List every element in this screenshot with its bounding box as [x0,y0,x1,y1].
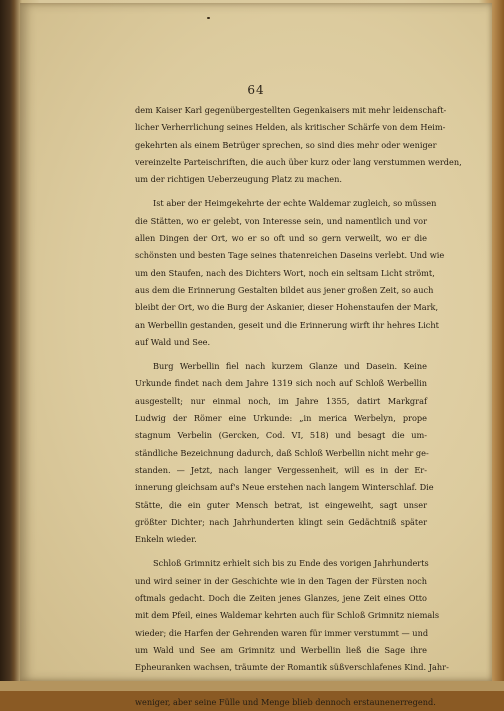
text-line: Epheuranken wachsen, träumte der Romantik süßverschlafenes Kind. Jahr- [135,662,449,673]
text-line: um den Staufen, nach des Dichters Wort, noch ein seltsam Licht strömt, [135,267,435,278]
text-line: wieder; die Harfen der Gehrenden waren für immer verstummt — und [135,627,429,638]
text-line: gekehrten als einem Betrüger sprechen, so sind dies mehr oder weniger [135,139,437,150]
paragraph [135,195,445,351]
paragraph [135,358,434,548]
text-line: ständliche Bezeichnung dadurch, daß Schloß Werbellin nicht mehr ge- [135,447,429,458]
text-line: an Werbellin gestanden, geseit und die Erinnerung wirft ihr hehres Licht [135,319,439,330]
page-number: 64 [247,83,265,97]
text-line: innerung gleichsam auf's Neue erstehen nach langem Winterschlaf. Die [135,482,434,493]
text-line: aus dem die Erinnerung Gestalten bildet aus jener großen Zeit, so auch [135,284,434,295]
text-line: mit dem Pfeil, eines Waldemar kehrten auch für Schloß Grimnitz niemals [135,610,440,621]
text-line: und wird seiner in der Geschichte wie in den Tagen der Fürsten noch [135,575,427,586]
ink-speck [207,17,210,19]
text-line: Ludwig der Römer eine Urkunde: „in merica Werbelyn, prope [135,413,427,424]
text-line: um der richtigen Ueberzeugung Platz zu machen. [135,174,342,185]
text-line: bleibt der Ort, wo die Burg der Askanier, dieser Hohenstaufen der Mark, [135,302,439,313]
text-line: ausgestellt; nur einmal noch, im Jahre 1355, datirt Markgraf [135,395,427,406]
text-line: oftmals gedacht. Doch die Zeiten jenes Glanzes, jene Zeit eines Otto [135,593,427,604]
text-line: vereinzelte Parteischriften, die auch über kurz oder lang verstummen werden, [135,156,462,167]
text-line: Urkunde findet nach dem Jahre 1319 sich noch auf Schloß Werbellin [135,378,427,389]
page-bottom-edge [0,681,504,691]
page-sheet [20,3,492,707]
text-line: standen. — Jetzt, nach langer Vergessenheit, will es in der Er- [135,464,427,475]
text-line: um Wald und See am Grimnitz und Werbellin ließ die Sage ihre [135,644,427,655]
text-line: schönsten und besten Tage seines thatenreichen Daseins verlebt. Und wie [135,250,445,261]
text-line: Stätte, die ein guter Mensch betrat, ist eingeweiht, sagt unser [135,499,427,510]
text-line: Enkeln wieder. [135,534,197,545]
text-line: die Stätten, wo er gelebt, von Interesse sein, und namentlich und vor [135,215,427,226]
text-line: größter Dichter; nach Jahrhunderten klingt sein Gedächtniß später [135,516,427,527]
text-line: dem Kaiser Karl gegenübergestellten Gegenkaisers mit mehr leidenschaft- [135,105,447,115]
text-line: Schloß Grimnitz erhielt sich bis zu Ende des vorigen Jahrhunderts [153,558,429,569]
text-line: Burg Werbellin fiel nach kurzem Glanze und Dasein. Keine [153,361,427,372]
text-line: allen Dingen der Ort, wo er so oft und so gern verweilt, wo er die [135,233,427,244]
body-text [135,102,462,711]
text-line: stagnum Verbelin (Gercken, Cod. VI, 518) und besagt die um- [135,430,427,441]
paragraph [135,102,462,188]
text-line: Ist aber der Heimgekehrte der echte Waldemar zugleich, so müssen [153,198,437,209]
text-line: licher Verherrlichung seines Helden, als kritischer Schärfe von dem Heim- [135,122,446,133]
text-line: auf Wald und See. [135,336,211,347]
text-line: weniger, aber seine Fülle und Menge blieb dennoch erstaunenerregend. [135,696,436,707]
